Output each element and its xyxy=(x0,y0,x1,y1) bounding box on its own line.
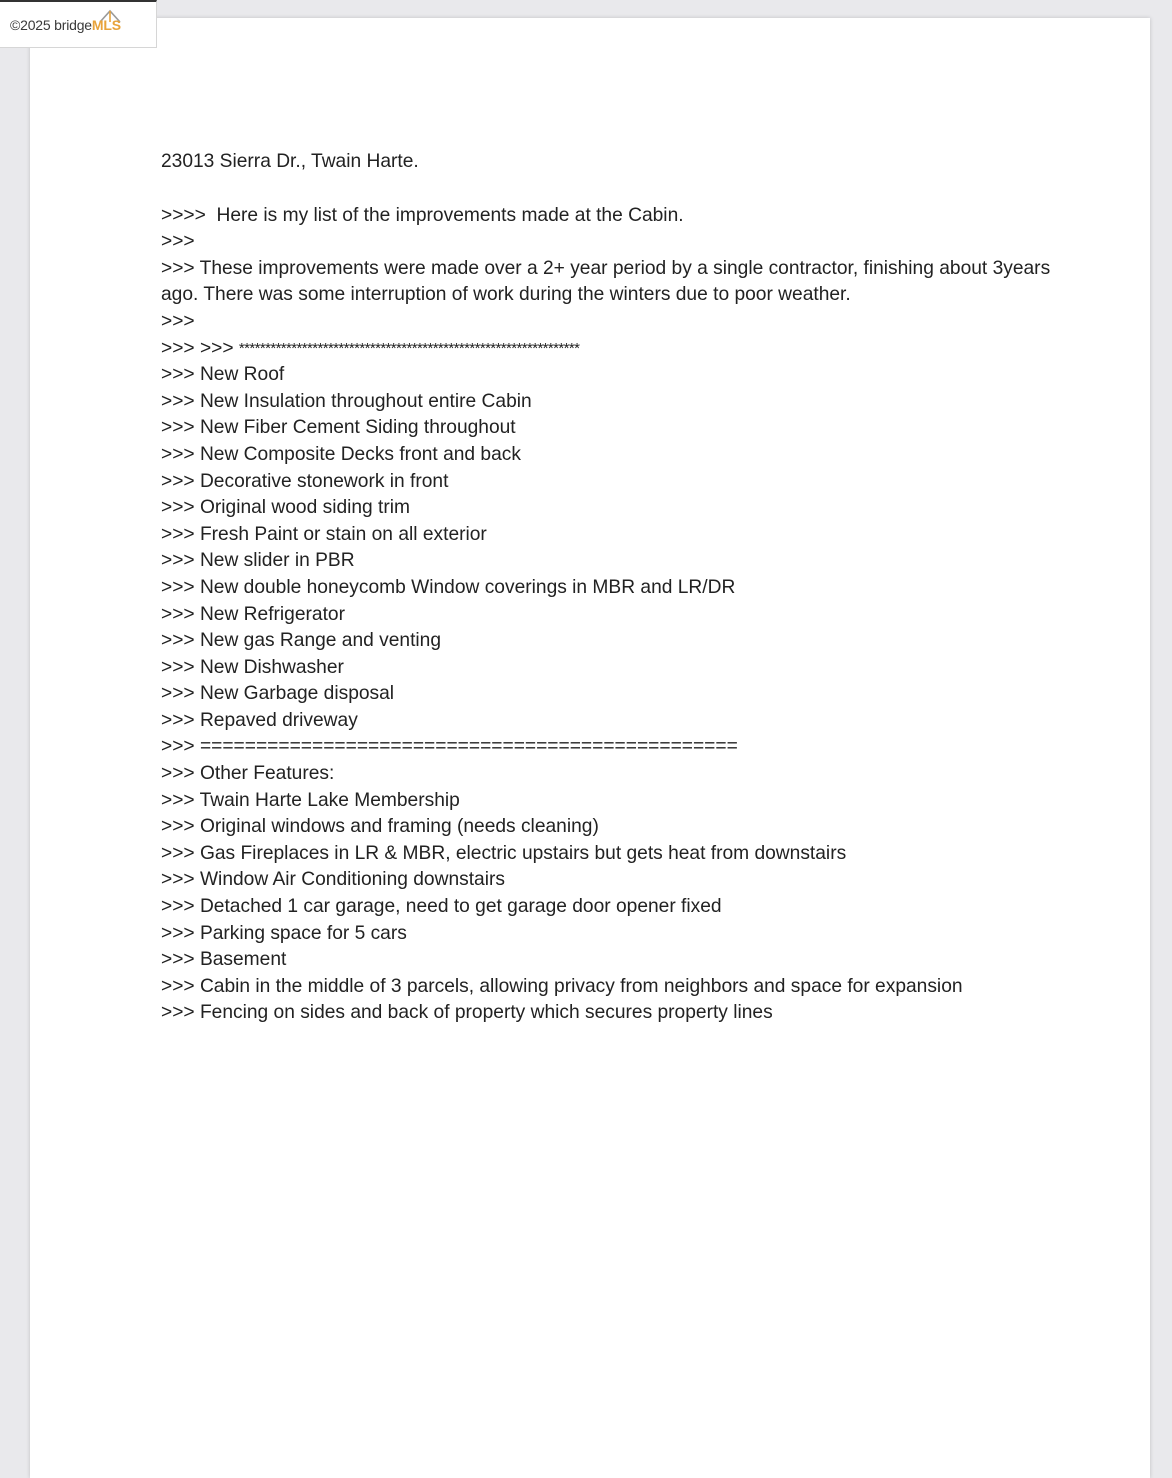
list-item: >>> Parking space for 5 cars xyxy=(161,922,407,944)
list-item: >>> New slider in PBR xyxy=(161,550,355,572)
bridgemls-watermark xyxy=(0,0,157,48)
list-item: >>> Gas Fireplaces in LR & MBR, electric upstairs but gets heat from downstairs xyxy=(161,842,847,864)
list-item: >>> New Refrigerator xyxy=(161,603,345,625)
list-item: >>> New Insulation throughout entire Cabin xyxy=(161,390,532,412)
list-item: >>> New double honeycomb Window coverings in MBR and LR/DR xyxy=(161,576,736,598)
list-item: >>> New Garbage disposal xyxy=(161,683,395,705)
stars-divider xyxy=(161,336,1061,363)
list-item: >>> Fencing on sides and back of property which secures property lines xyxy=(161,1002,773,1024)
list-item: >>> New Dishwasher xyxy=(161,656,344,678)
list-item: >>> New Composite Decks front and back xyxy=(161,443,521,465)
watermark-copyright: ©2025 bridge xyxy=(10,17,92,33)
intro-line: >>>> Here is my list of the improvements made at the Cabin. xyxy=(161,204,684,226)
other-features-heading: >>> Other Features: xyxy=(161,763,335,785)
list-item: >>> Cabin in the middle of 3 parcels, allowing privacy from neighbors and space for expansion xyxy=(161,975,963,997)
list-item: >>> New gas Range and venting xyxy=(161,630,442,652)
list-item: >>> Twain Harte Lake Membership xyxy=(161,789,460,811)
list-item: >>> Detached 1 car garage, need to get garage door opener fixed xyxy=(161,896,722,918)
blank-quote-line: >>> xyxy=(161,310,195,332)
improvements-list xyxy=(161,362,1061,734)
list-item: >>> New Fiber Cement Siding throughout xyxy=(161,417,516,439)
list-item: >>> Original wood siding trim xyxy=(161,497,411,519)
page-title: 23013 Sierra Dr., Twain Harte. xyxy=(161,151,419,172)
stars-prefix: >>> >>> xyxy=(161,337,239,359)
intro-paragraph: >>> These improvements were made over a 2+ year period by a single contractor, finishing about 3years ago. There was some interruption of work during the winters due to poor weather. xyxy=(161,257,1051,306)
watermark-text xyxy=(10,17,121,33)
list-item: >>> New Roof xyxy=(161,364,285,386)
stars-row: ***************************************************************** xyxy=(238,339,580,357)
document-body xyxy=(161,149,1061,1027)
blank-quote-line: >>> xyxy=(161,231,195,253)
list-item: >>> Repaved driveway xyxy=(161,709,358,731)
list-item: >>> Window Air Conditioning downstairs xyxy=(161,869,505,891)
list-item: >>> Fresh Paint or stain on all exterior xyxy=(161,523,487,545)
equals-divider: >>> ================================================ xyxy=(161,736,738,758)
list-item: >>> Decorative stonework in front xyxy=(161,470,449,492)
list-item: >>> Original windows and framing (needs cleaning) xyxy=(161,816,599,838)
other-features-list xyxy=(161,788,1061,1027)
list-item: >>> Basement xyxy=(161,949,287,971)
watermark-brand-accent: MLS xyxy=(91,17,121,33)
